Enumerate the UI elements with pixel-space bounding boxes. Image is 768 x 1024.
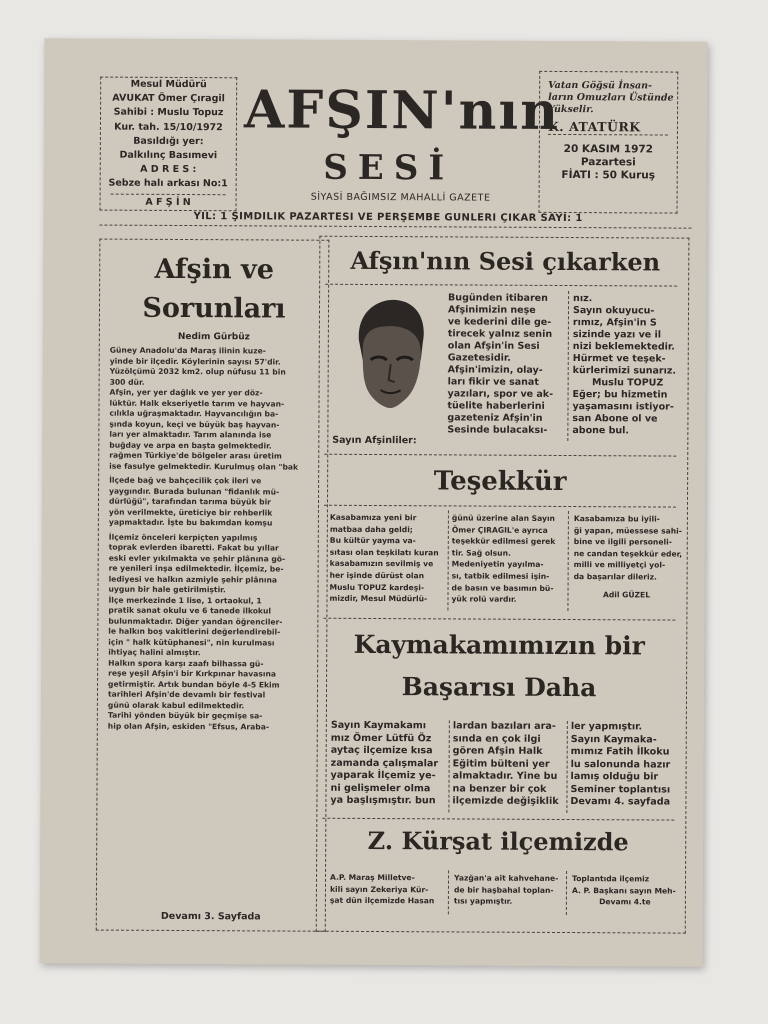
body-line: ise fasulye gelmektedir. Kurulmuş olan "bak [109, 461, 299, 472]
body-line: Sayın okuyucu- [572, 305, 655, 317]
article-column [447, 292, 568, 437]
portrait-photo [334, 290, 441, 431]
body-line: ilçemizde değişiklik [452, 795, 559, 807]
info-line: A F Ş İ N [111, 193, 226, 210]
body-line: mız Ömer Lütfü Öz [330, 732, 432, 744]
body-line: rağmen Türkiye'de bölgeler arası üretim [109, 450, 282, 461]
newspaper-title: AFŞIN'nın [243, 79, 561, 142]
newspaper-title-2: SESİ [323, 147, 455, 189]
info-line: Mesul Müdürü [130, 78, 207, 91]
body-line: lediyesi ve halkın azmiyle şehir plânına [108, 574, 278, 584]
article-column [330, 720, 446, 808]
article-column [573, 513, 683, 601]
article-headline: Z. Kürşat ilçemizde [367, 825, 629, 857]
body-line: yaşamasını istiyor- [572, 401, 674, 413]
body-line: ihtiyaç halini almıştır. [108, 647, 201, 658]
body-line: mımız Fatih İlkoku [570, 746, 670, 758]
body-line: lüktür. Halk ekseriyetle tarım ve hayvan- [109, 398, 285, 409]
body-line: ğünü üzerine alan Sayın [451, 513, 555, 523]
body-line: Kasabamıza yeni bir [329, 512, 417, 523]
body-line: Halkın spora karşı zaafı bilhassa gü- [108, 658, 264, 668]
body-line: tirecek yalnız senin [447, 328, 553, 340]
body-line: yinde bir ilçedir. Köylerinin sayısı 57'dir. [109, 356, 281, 367]
body-line: lu salonunda hazır [570, 758, 671, 771]
body-line: da başarılar dileriz. [573, 572, 657, 582]
quote-signature: K. ATATÜRK [548, 119, 668, 136]
body-line: yapmaktadır. İşte bu bakımdan komşu [108, 517, 273, 528]
body-line: rımız, Afşin'in S [572, 317, 657, 329]
info-line: Dalkılınç Basımevi [119, 149, 218, 162]
body-line: yön verilmekte, üreticiye bir rehberlik [108, 507, 273, 517]
body-line: almaktadır. Yine bu [452, 770, 558, 782]
body-line: Afşinimizin neşe [447, 304, 536, 316]
info-line: Sebze halı arkası No:1 [108, 178, 228, 190]
body-line: mizdir, Mesul Müdürlü- [329, 593, 428, 604]
body-line: Muslu TOPUZ [591, 377, 664, 389]
article-column [451, 512, 565, 605]
newspaper-page [40, 38, 708, 966]
body-line: Muslu TOPUZ kardeşi- [329, 582, 425, 592]
body-line: yaparak İlçemiz ye- [330, 769, 436, 782]
body-line: İlçemiz önceleri kerpiçten yapılmış [108, 532, 258, 542]
article-body [108, 346, 322, 733]
body-line: Hürmet ve teşek- [572, 353, 666, 365]
info-line: Sahibi : Muslu Topuz [113, 107, 224, 119]
body-line: İlçede bağ ve bahçecilik çok ileri ve [109, 475, 262, 486]
body-line: olan Afşin'in Sesi [447, 340, 540, 352]
article-headline: Kaymakamımızın bir [353, 629, 645, 661]
body-line: şat dün ilçemizde Hasan [329, 895, 435, 906]
body-line: reşe yeşil Afşin'i bir Kırkpınar havasına [108, 668, 277, 679]
body-line: tüelite haberlerini [447, 400, 545, 412]
body-line: lamış olduğu bir [570, 771, 659, 783]
body-line: abone bul. [572, 425, 630, 437]
body-line: Sesinde bulacaksı- [447, 424, 548, 436]
body-line: Sayın Kaymakamı [330, 719, 427, 732]
photo-caption: Sayın Afşinliler: [332, 434, 417, 447]
body-line: le halkın boş vakitlerini değerlendirebil- [108, 626, 281, 637]
body-line: matbaa daha geldi; [329, 524, 413, 534]
body-line: gazeteniz Afşin'in [447, 412, 543, 424]
body-line: ni gelişmeler olma [330, 782, 431, 794]
masthead-info-box [100, 77, 238, 212]
body-line: Sayın Kaymaka- [570, 733, 657, 745]
article-headline: Sorunları [142, 292, 286, 325]
body-line: sında en çok ilgi [452, 732, 541, 745]
body-line: zamanda çalışmalar [330, 757, 439, 769]
portrait-photo-image [334, 290, 441, 431]
issue-line: YIL: 1 ŞİMDİLİK PAZARTESİ VE PERŞEMBE GÜNLERİ ÇIKAR SAYI: 1 [193, 211, 583, 225]
quote-line: Yükselir. [548, 103, 594, 116]
column-divider [448, 870, 449, 914]
article-author: Adil GÜZEL [602, 589, 651, 600]
body-line: eski evler yıkılmakta ve şehir plânına gö- [108, 553, 286, 564]
article-column [572, 873, 678, 908]
masthead-date-box [539, 71, 679, 214]
article-column [572, 293, 683, 438]
body-line: de bir haşbahal toplan- [453, 885, 554, 895]
article-column [329, 512, 445, 605]
article-author: Nedim Gürbüz [177, 331, 250, 343]
body-line: ları fikir ve sanat [447, 376, 539, 388]
body-line: nizi beklemektedir. [572, 341, 675, 353]
body-line: uygun bir hale getirilmiştir. [108, 584, 226, 595]
body-line: re yenileri inşa edilmektedir. İlçemiz, be- [108, 563, 284, 574]
body-line: Güney Anadolu'da Maraş ilinin kuze- [109, 345, 266, 356]
article-column [570, 721, 680, 809]
body-line: toprak evlerden ibaretti. Fakat bu yıllar [108, 542, 279, 553]
body-line: buğday ve arpa en başta gelmektedir. [109, 440, 272, 450]
issue-date: 20 KASIM 1972 [563, 142, 654, 156]
body-line: ler yapmıştır. [570, 721, 643, 733]
body-line: nız. [573, 293, 593, 305]
body-line: Medeniyetin yayılma- [451, 559, 544, 570]
body-line: Kasabamıza bu iyili- [573, 514, 660, 524]
body-line: Devamı 4.te [599, 897, 651, 907]
body-line: getirmiştir. Artık bundan böyle 4-5 Ekim [108, 679, 280, 690]
info-line: A D R E S : [140, 163, 197, 176]
article-column [454, 872, 566, 907]
body-line: cılıkla uğraşmaktadır. Hayvancılığın ba- [109, 408, 279, 419]
body-line: 300 dür. [109, 377, 145, 387]
article-headline: Afşın'nın Sesi çıkarken [350, 245, 661, 277]
body-line: kasabamızın sevilmiş ve [329, 559, 434, 569]
body-line: yaygındır. Burada bulunan "fidanlık mü- [109, 486, 280, 497]
body-line: bine ve ilgili personeli- [573, 537, 672, 547]
info-line: Basıldığı yer: [133, 135, 204, 147]
body-line: Seminer toplantısı [570, 783, 671, 796]
body-line: Ömer ÇIRAGIL'e ayrıca [451, 525, 548, 535]
body-line: kili sayın Zekeriya Kür- [329, 884, 429, 894]
body-line: sizinde yazı ve il [572, 329, 662, 341]
body-line: Afşin'imizin, olay- [447, 364, 543, 376]
body-line: tarihleri Afşin'de devamlı bir festival [107, 689, 266, 700]
body-line: İlçe merkezinde 1 lise, 1 ortaokul, 1 [108, 595, 262, 605]
body-line: her işinde dürüst olan [329, 570, 425, 581]
quote-line: ların Omuzları Üstünde [548, 91, 674, 104]
body-line: Eğitim bülteni yer [452, 757, 550, 770]
body-line: tir. Sağ olsun. [451, 548, 511, 558]
body-line: gören Afşin Halk [452, 745, 543, 757]
body-line: Yazğan'a ait kahvehane- [454, 873, 559, 883]
body-line: dürlüğü", tarafından tarıma büyük bir [108, 496, 271, 507]
body-line: Devamı 4. sayfada [570, 796, 671, 808]
body-line: günü olarak kabul edilmektedir. [107, 700, 245, 710]
newspaper-subtitle: SİYASİ BAĞIMSIZ MAHALLİ GAZETE [310, 191, 491, 204]
column-divider [566, 871, 567, 915]
body-line: şında koyun, keçi ve büyük baş hayvan- [109, 419, 280, 430]
body-line: Tarihi yönden büyük bir geçmişe sa- [107, 710, 263, 721]
article-column [452, 720, 564, 808]
article-headline: Teşekkür [433, 466, 567, 498]
body-line: Bugünden itibaren [448, 292, 548, 304]
info-line: Kur. tah. 15/10/1972 [114, 121, 223, 133]
body-line: bulunmaktadır. Diğer yandan öğrenciler- [108, 616, 283, 627]
body-line: A.P. Maraş Milletve- [330, 872, 415, 883]
body-line: Bu kültür yayma va- [329, 535, 416, 546]
body-line: aytaç ilçemize kısa [330, 744, 433, 757]
body-line: kürlerimizi sunarız. [572, 365, 677, 377]
body-line: ları yer almaktadır. Tarım alanında ise [109, 429, 272, 440]
body-line: sıtası olan teşkilatı kuran [329, 547, 439, 558]
body-line: ği yapan, müessese sahi- [573, 525, 682, 536]
article-column [330, 872, 446, 907]
body-line: milli ve milliyetçi yol- [573, 560, 666, 570]
body-line: için " halk kütüphanesi", nin kurulması [108, 637, 275, 647]
body-line: teşekkür edilmesi gerek [451, 536, 556, 547]
body-line: ya başlışmıştır. bun [330, 794, 436, 807]
body-line: Gazetesidir. [447, 352, 511, 364]
body-line: tısı yapmıştır. [453, 896, 513, 906]
body-line: pratik sanat okulu ve 6 tanede ilkokul [108, 605, 272, 616]
body-line: ne candan teşekkür eder, [573, 548, 683, 559]
body-line: yazıları, spor ve ak- [447, 388, 554, 400]
body-line: hip olan Afşin, eskiden "Efsus, Araba- [107, 721, 270, 731]
article-headline: Başarısı Daha [401, 672, 597, 703]
body-line: de basın ve basımın bü- [451, 582, 554, 593]
body-line: A. P. Başkanı sayın Meh- [571, 885, 676, 896]
body-line: na benzer bir çok [452, 782, 547, 795]
body-line: Toplantıda ilçemiz [572, 874, 650, 884]
body-line: ve kederini dile ge- [447, 316, 552, 328]
quote-line: Vatan Göğsü İnsan- [548, 79, 652, 92]
article-afsin-sorunlari [96, 239, 330, 932]
issue-day: Pazartesi [580, 156, 636, 169]
body-line: Afşin, yer yer dağlık ve yer yer döz- [109, 387, 263, 398]
body-line: lardan bazıları ara- [452, 720, 556, 732]
continued-note: Devamı 3. Sayfada [160, 910, 261, 923]
masthead-divider [99, 225, 691, 229]
body-line: Eğer; bu hizmetin [572, 389, 668, 401]
issue-price: FİATI : 50 Kuruş [561, 168, 656, 182]
body-line: yük rolü vardır. [451, 594, 517, 604]
info-line: AVUKAT Ömer Çıragil [112, 92, 225, 105]
body-line: Yüzölçümü 2032 km2. olup nüfusu 11 bin [109, 366, 286, 377]
article-headline: Afşin ve [154, 253, 275, 286]
body-line: sı, tatbik edilmesi işin- [451, 571, 550, 581]
body-line: san Abone ol ve [572, 413, 658, 425]
